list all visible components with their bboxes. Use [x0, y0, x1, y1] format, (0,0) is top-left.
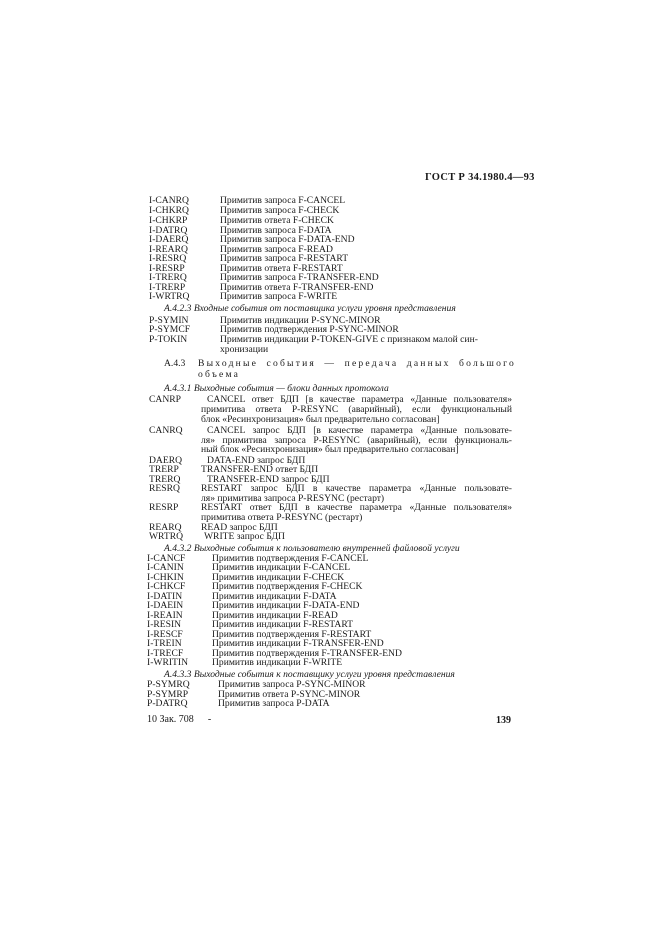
pdu-code: TRERP [149, 464, 179, 475]
pdu-desc-line: ля» примитива запроса P-RESYNC (рестарт) [201, 493, 385, 504]
list-item: I-WRITIN Примитив индикации F-WRITE [147, 657, 343, 668]
pdu-code: RESRP [149, 502, 179, 513]
pdu-code: DAERQ [149, 455, 183, 466]
list-item: I-TRERP Примитив ответа F-TRANSFER-END [149, 282, 374, 293]
pdu-code: WRTRQ [149, 531, 184, 542]
pdu-code: TRERQ [149, 474, 181, 485]
list-item: I-CHKCF Примитив подтверждения F-CHECK [147, 581, 363, 592]
list-item: P-SYMIN Примитив индикации P-SYNC-MINOR [149, 315, 381, 326]
pdu-desc-line: ля» примитива запроса P-RESYNC (аварийный), если функциональ- [201, 435, 512, 446]
pdu-desc-line: блок «Ресинхронизация» был предварительно согласован] [201, 414, 440, 425]
list-item: I-TRECF Примитив подтверждения F-TRANSFER-END [147, 648, 402, 659]
list-item: I-DAEIN Примитив индикации F-DATA-END [147, 600, 360, 611]
pdu-desc-line: CANCEL ответ БДП [в качестве параметра «Данные пользователя» [207, 394, 512, 405]
list-item: I-DAERQ Примитив запроса F-DATA-END [149, 234, 355, 245]
pdu-desc-line: RESTART ответ БДП в качестве параметра «Данные пользователя» [201, 502, 512, 513]
list-item: P-DATRQ Примитив запроса P-DATA [147, 698, 330, 709]
list-item: P-SYMRQ Примитив запроса P-SYNC-MINOR [147, 679, 366, 690]
list-item: I-WRTRQ Примитив запроса F-WRITE [149, 291, 338, 302]
section-heading-a43-cont: объема [198, 369, 241, 380]
pdu-desc-line: TRANSFER-END запрос БДП [207, 474, 330, 485]
pdu-desc-line: DATA-END запрос БДП [207, 455, 306, 466]
page-number: 139 [496, 715, 511, 726]
pdu-desc-line: ный блок «Ресинхронизация» был предварительно согласован] [201, 444, 459, 455]
list-item: I-CHKRP Примитив ответа F-CHECK [149, 215, 334, 226]
pdu-code: REARQ [149, 522, 182, 533]
list-item: I-RESRQ Примитив запроса F-RESTART [149, 253, 349, 264]
list-item: I-REAIN Примитив индикации F-READ [147, 610, 338, 621]
list-item: I-CHKIN Примитив индикации F-CHECK [147, 572, 345, 583]
list-item: I-CHKRQ Примитив запроса F-CHECK [149, 205, 340, 216]
pdu-code: CANRQ [149, 425, 183, 436]
list-item: P-TOKIN Примитив индикации P-TOKEN-GIVE с признаком малой син- [149, 334, 478, 345]
pdu-desc-line: TRANSFER-END ответ БДП [201, 464, 319, 475]
list-item: I-TRERQ Примитив запроса F-TRANSFER-END [149, 272, 379, 283]
list-item: I-REARQ Примитив запроса F-READ [149, 244, 333, 255]
section-heading-a431: А.4.3.1 Выходные события — блоки данных протокола [164, 383, 389, 394]
list-item: P-SYMCF Примитив подтверждения P-SYNC-MINOR [149, 324, 399, 335]
pdu-desc-line: примитива ответа P-RESYNC (аварийный), если функциональный [201, 404, 512, 415]
list-item: I-RESCF Примитив подтверждения F-RESTART [147, 629, 372, 640]
pdu-desc-line: WRITE запрос БДП [204, 531, 285, 542]
section-heading-a423: А.4.2.3 Входные события от поставщика услуги уровня представления [164, 303, 456, 314]
pdu-desc-line: примитива ответа P-RESYNC (рестарт) [201, 512, 363, 523]
section-number-a43: А.4.3 [164, 358, 186, 369]
list-item: P-SYMRP Примитив ответа P-SYNC-MINOR [147, 689, 361, 700]
pdu-code: CANRP [149, 394, 181, 405]
list-item: I-CANCF Примитив подтверждения F-CANCEL [147, 553, 369, 564]
list-item: I-CANRQ Примитив запроса F-CANCEL [149, 195, 346, 206]
list-item: I-DATIN Примитив индикации F-DATA [147, 591, 337, 602]
pdu-desc-line: RESTART запрос БДП в качестве параметра «Данные пользовате- [201, 483, 512, 494]
section-heading-a433: А.4.3.3 Выходные события к поставщику услуги уровня представления [164, 669, 455, 680]
list-item: I-CANIN Примитив индикации F-CANCEL [147, 562, 351, 573]
list-item: I-DATRQ Примитив запроса F-DATA [149, 225, 332, 236]
print-order-note: 10 Зак. 708 - [147, 714, 212, 725]
list-item-continuation: хронизации [220, 344, 269, 355]
list-item: I-TREIN Примитив индикации F-TRANSFER-END [147, 638, 384, 649]
pdu-desc-line: READ запрос БДП [201, 522, 278, 533]
section-heading-a432: А.4.3.2 Выходные события к пользователю внутренней файловой услуги [164, 543, 460, 554]
pdu-code: RESRQ [149, 483, 180, 494]
list-item: I-RESIN Примитив индикации F-RESTART [147, 619, 354, 630]
list-item: I-RESRP Примитив ответа F-RESTART [149, 263, 343, 274]
standard-header: ГОСТ Р 34.1980.4—93 [425, 172, 535, 183]
pdu-desc-line: CANCEL запрос БДП [в качестве параметра «Данные пользовате- [207, 425, 512, 436]
section-heading-a43: Выходные события — передача данных большого [198, 358, 516, 369]
